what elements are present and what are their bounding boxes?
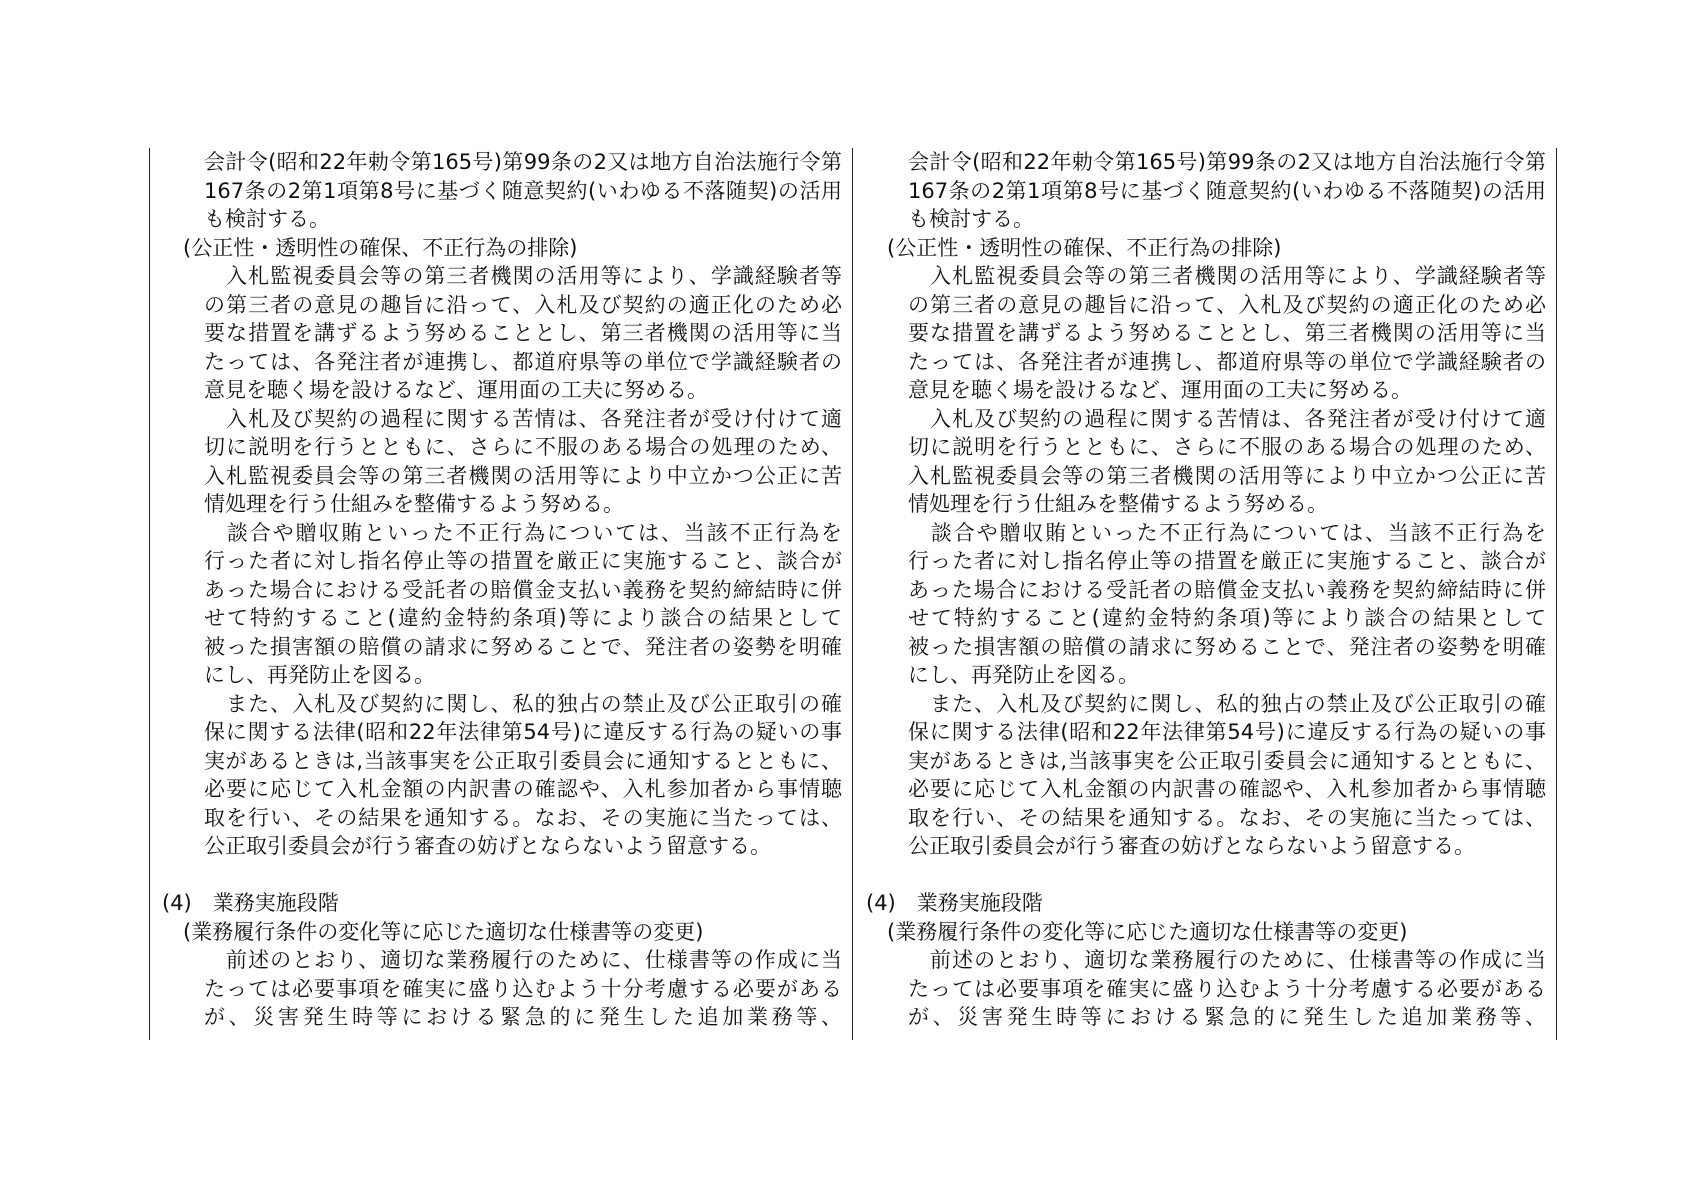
subsection-heading: (公正性・透明性の確保、不正行為の排除) [887,235,1282,260]
subsection-heading: (業務履行条件の変化等に応じた適切な仕様書等の変更) [183,919,704,944]
text-line: 行った者に対し指名停止等の措置を厳正に実施すること、談合が [204,549,842,573]
text-line: も検討する。 [204,207,330,231]
text-line: 意見を聴く場を設けるなど、運用面の工夫に努める。 [204,378,708,402]
text-line: せて特約すること(違約金特約条項)等により談合の結果として [908,606,1546,630]
text-line: たっては必要事項を確実に盛り込むよう十分考慮する必要がある [204,976,842,1001]
text-line: が、災害発生時等における緊急的に発生した追加業務等、 [908,1005,1546,1029]
text-line: 入札監視委員会等の第三者機関の活用等により、学識経験者等 [908,264,1546,288]
text-line: 談合や贈収賄といった不正行為については、当該不正行為を [204,520,842,545]
text-line: 必要に応じて入札金額の内訳書の確認や、入札参加者から事情聴 [204,777,842,801]
text-line: 取を行い、その結果を通知する。なお、その実施に当たっては、 [204,805,842,830]
text-line: にし、再発防止を図る。 [908,663,1139,687]
text-line: 入札監視委員会等の第三者機関の活用等により、学識経験者等 [204,264,842,288]
text-line: 切に説明を行うとともに、さらに不服のある場合の処理のため、 [908,435,1546,459]
text-line: 入札監視委員会等の第三者機関の活用等により中立かつ公正に苦 [908,463,1546,488]
text-line: たっては、各発注者が連携し、都道府県等の単位で学識経験者の [908,349,1546,374]
text-line: 前述のとおり、適切な業務履行のために、仕様書等の作成に当 [204,948,842,972]
text-line: 意見を聴く場を設けるなど、運用面の工夫に努める。 [908,378,1412,402]
section-heading: (4) 業務実施段階 [162,891,339,915]
column-rule-middle [852,148,853,1040]
text-line: 167条の2第1項第8号に基づく随意契約(いわゆる不落随契)の活用 [908,178,1546,203]
text-line: 入札及び契約の過程に関する苦情は、各発注者が受け付けて適 [204,406,842,431]
text-line: あった場合における受託者の賠償金支払い義務を契約締結時に併 [908,577,1546,602]
text-line: の第三者の意見の趣旨に沿って、入札及び契約の適正化のため必 [908,292,1546,317]
text-line: 情処理を行う仕組みを整備するよう努める。 [204,492,624,516]
text-line: 切に説明を行うとともに、さらに不服のある場合の処理のため、 [204,435,842,459]
text-line: 情処理を行う仕組みを整備するよう努める。 [908,492,1328,516]
text-line: 167条の2第1項第8号に基づく随意契約(いわゆる不落随契)の活用 [204,178,842,203]
text-line: 被った損害額の賠償の請求に努めることで、発注者の姿勢を明確 [204,634,842,659]
text-line: にし、再発防止を図る。 [204,663,435,687]
text-line: せて特約すること(違約金特約条項)等により談合の結果として [204,606,842,630]
text-line: たっては必要事項を確実に盛り込むよう十分考慮する必要がある [908,976,1546,1001]
text-line: も検討する。 [908,207,1034,231]
text-line: 入札監視委員会等の第三者機関の活用等により中立かつ公正に苦 [204,463,842,488]
text-line: 被った損害額の賠償の請求に努めることで、発注者の姿勢を明確 [908,634,1546,659]
text-line: が、災害発生時等における緊急的に発生した追加業務等、 [204,1005,842,1029]
text-line: 要な措置を講ずるよう努めることとし、第三者機関の活用等に当 [204,321,842,345]
text-line: 談合や贈収賄といった不正行為については、当該不正行為を [908,520,1546,545]
text-line: 保に関する法律(昭和22年法律第54号)に違反する行為の疑いの事 [204,720,842,744]
subsection-heading: (業務履行条件の変化等に応じた適切な仕様書等の変更) [887,919,1408,944]
subsection-heading: (公正性・透明性の確保、不正行為の排除) [183,235,578,260]
text-line: たっては、各発注者が連携し、都道府県等の単位で学識経験者の [204,349,842,374]
text-line: 必要に応じて入札金額の内訳書の確認や、入札参加者から事情聴 [908,777,1546,801]
text-line: 公正取引委員会が行う審査の妨げとならないよう留意する。 [908,834,1475,858]
text-line: あった場合における受託者の賠償金支払い義務を契約締結時に併 [204,577,842,602]
section-heading: (4) 業務実施段階 [866,891,1043,915]
text-line: 会計令(昭和22年勅令第165号)第99条の2又は地方自治法施行令第 [204,150,842,174]
column-rule-right [1556,148,1557,1040]
text-line: 保に関する法律(昭和22年法律第54号)に違反する行為の疑いの事 [908,720,1546,744]
text-line: 取を行い、その結果を通知する。なお、その実施に当たっては、 [908,805,1546,830]
text-line: 要な措置を講ずるよう努めることとし、第三者機関の活用等に当 [908,321,1546,345]
text-line: また、入札及び契約に関し、私的独占の禁止及び公正取引の確 [204,691,842,716]
text-line: の第三者の意見の趣旨に沿って、入札及び契約の適正化のため必 [204,292,842,317]
text-line: また、入札及び契約に関し、私的独占の禁止及び公正取引の確 [908,691,1546,716]
text-line: 行った者に対し指名停止等の措置を厳正に実施すること、談合が [908,549,1546,573]
text-line: 実があるときは,当該事実を公正取引委員会に通知するとともに、 [204,748,842,773]
text-line: 公正取引委員会が行う審査の妨げとならないよう留意する。 [204,834,771,858]
text-line: 会計令(昭和22年勅令第165号)第99条の2又は地方自治法施行令第 [908,150,1546,174]
text-line: 入札及び契約の過程に関する苦情は、各発注者が受け付けて適 [908,406,1546,431]
text-line: 前述のとおり、適切な業務履行のために、仕様書等の作成に当 [908,948,1546,972]
text-line: 実があるときは,当該事実を公正取引委員会に通知するとともに、 [908,748,1546,773]
column-rule-left [149,148,150,1040]
